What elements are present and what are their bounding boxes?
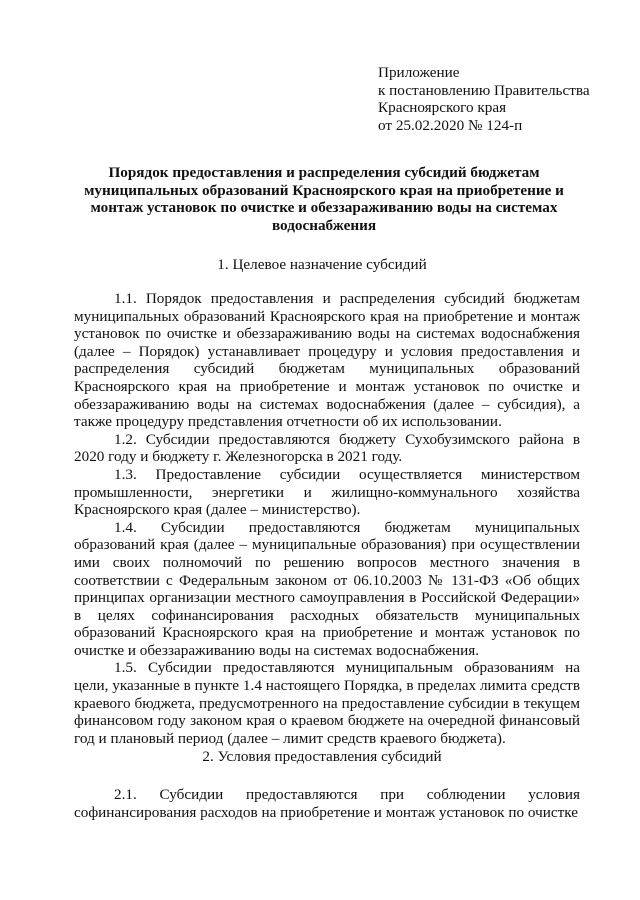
attachment-block xyxy=(378,64,628,134)
attachment-line: от 25.02.2020 № 124-п xyxy=(378,116,523,134)
paragraph-1-5: 1.5. Субсидии предоставляются муниципальным образованиям на цели, указанные в пункте 1.4 настоящего Порядка, в пределах лимита средств краевого бюджета, предусмотренного на предоставление субсидии в текущем финансовом году законом края о краевом бюджете на очередной финансовый год и плановый период (далее – лимит средств краевого бюджета). xyxy=(74,659,580,747)
section-heading-1: 1. Целевое назначение субсидий xyxy=(217,256,427,273)
paragraph-1-4: 1.4. Субсидии предоставляются бюджетам муниципальных образований края (далее – муниципальные образования) при осуществлении ими своих полномочий по решению вопросов местного значения в соответствии с Федеральным законом от 06.10.2003 № 131-ФЗ «Об общих принципах организации местного самоуправления в Российской Федерации» в целях софинансирования расходных обязательств муниципальных образований Красноярского края на приобретение и монтаж установок по очистке и обеззараживанию воды на системах водоснабжения. xyxy=(74,518,580,659)
title-line: монтаж установок по очистке и обеззараживанию воды на системах xyxy=(90,199,558,217)
title-line: муниципальных образований Красноярского края на приобретение и xyxy=(84,181,564,199)
section-2-body xyxy=(74,786,580,821)
section-1-body xyxy=(74,290,580,747)
paragraph-1-2: 1.2. Субсидии предоставляются бюджету Сухобузимского района в 2020 году и бюджету г. Железногорска в 2021 году. xyxy=(74,430,580,466)
paragraph-1-1: 1.1. Порядок предоставления и распределения субсидий бюджетам муниципальных образований Красноярского края на приобретение и монтаж установок по очистке и обеззараживанию воды на системах водоснабжения (далее – Порядок) устанавливает процедуру и условия предоставления и распределения субсидий бюджетам муниципальных образований Красноярского края на приобретение и монтаж установок по очистке и обеззараживанию воды на системах водоснабжения (далее – субсидия), а также процедуру представления отчетности об их использовании. xyxy=(74,290,580,431)
title-line: водоснабжения xyxy=(271,216,377,234)
paragraph-1-3: 1.3. Предоставление субсидии осуществляется министерством промышленности, энергетики и жилищно-коммунального хозяйства Красноярского края (далее – министерство). xyxy=(74,465,580,519)
attachment-line: Приложение xyxy=(378,64,460,81)
title-line: Порядок предоставления и распределения субсидий бюджетам xyxy=(108,164,540,181)
attachment-line: к постановлению Правительства xyxy=(378,81,590,99)
paragraph-2-1: 2.1. Субсидии предоставляются при соблюдении условия софинансирования расходов на приобретение и монтаж установок по очистке xyxy=(74,786,580,821)
section-heading-2: 2. Условия предоставления субсидий xyxy=(202,748,442,765)
attachment-line: Красноярского края xyxy=(378,99,507,117)
document-title xyxy=(84,164,564,234)
